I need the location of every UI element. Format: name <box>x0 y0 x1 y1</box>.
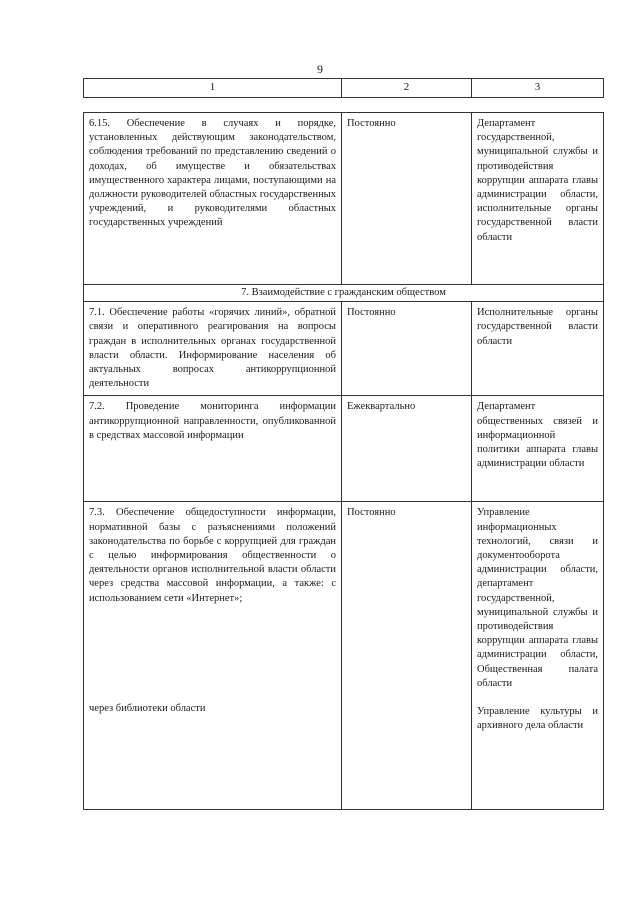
term-cell: Постоянно <box>342 302 472 396</box>
measure-cell: 7.2. Проведение мониторинга информации антикоррупционной направленности, опубликованной в средствах массовой информации <box>84 396 342 502</box>
measure-text-b: через библиотеки области <box>89 702 206 714</box>
header-col-3: 3 <box>472 79 604 98</box>
page-number: 9 <box>317 62 323 76</box>
responsible-cell <box>472 502 604 810</box>
responsible-cell: Исполнительные органы государственной власти области <box>472 302 604 396</box>
measure-cell <box>84 502 342 810</box>
responsible-cell: Департамент государственной, муниципальной службы и противодействия коррупции аппарата главы администрации области, исполнительные органы государственной власти области <box>472 113 604 285</box>
term-cell: Постоянно <box>342 113 472 285</box>
responsible-text-a: Управление информационных технологий, связи и документооборота администрации области, департамент государственной, муниципальной службы и противодействия коррупции аппарата главы администрации области, Общественная палата области <box>477 507 598 689</box>
spacer <box>89 606 336 702</box>
spacer <box>477 691 598 705</box>
table-row <box>84 113 604 285</box>
measure-cell: 7.1. Обеспечение работы «горячих линий», обратной связи и оперативного реагирования на вопросы граждан в исполнительных органах государственной власти области. Информирование населения об актуальных вопросах антикоррупционной деятельности <box>84 302 342 396</box>
section-title: 7. Взаимодействие с гражданским обществом <box>84 285 604 302</box>
table-header <box>83 78 604 98</box>
measure-text-a: 7.3. Обеспечение общедоступности информации, нормативной базы с разъяснениями положений законодательства по борьбе с коррупцией для граждан с целью информирования общественности о деятельности органов исполнительной власти области через средства массовой информации, а также: с использованием сети «Интернет»; <box>89 507 336 604</box>
table-row <box>84 396 604 502</box>
table-row <box>84 502 604 810</box>
section-row <box>84 285 604 302</box>
responsible-cell: Департамент общественных связей и информационной политики аппарата главы администрации области <box>472 396 604 502</box>
term-cell: Ежеквартально <box>342 396 472 502</box>
header-col-2: 2 <box>342 79 472 98</box>
term-cell: Постоянно <box>342 502 472 810</box>
table-row <box>84 302 604 396</box>
responsible-text-b: Управление культуры и архивного дела области <box>477 706 598 732</box>
measures-table <box>83 112 604 810</box>
measure-cell: 6.15. Обеспечение в случаях и порядке, установленных действующим законодательством, соблюдения требований по представлению сведений о доходах, об имуществе и обязательствах имущественного характера лицами, поступающими на должности руководителей областных государственных учреждений, и руководителями областных государственных учреждений <box>84 113 342 285</box>
header-col-1: 1 <box>84 79 342 98</box>
